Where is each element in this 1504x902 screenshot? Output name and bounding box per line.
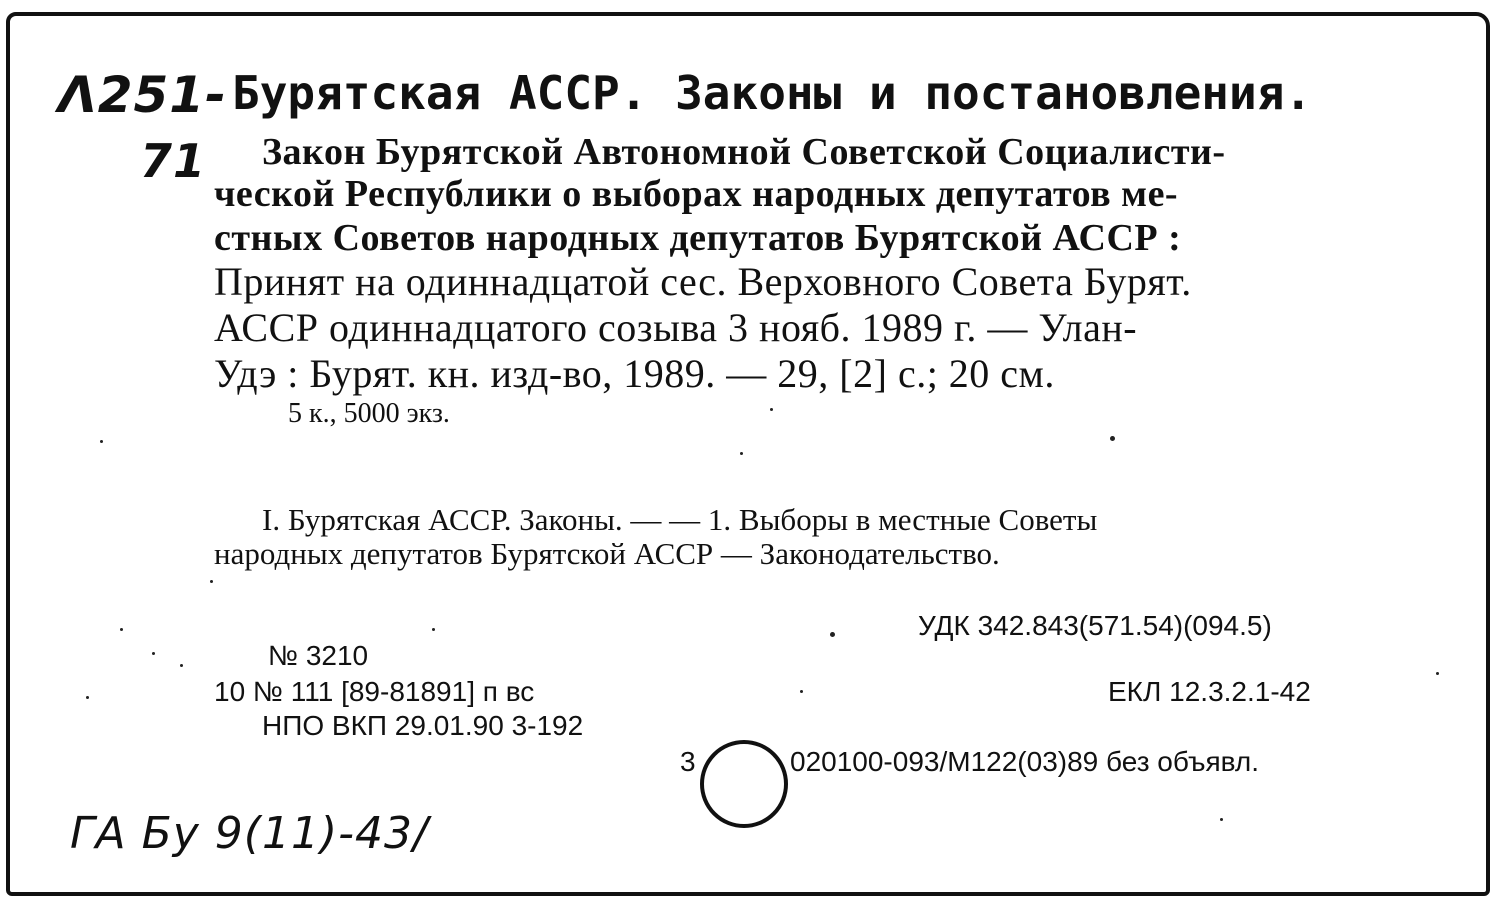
- udk-code: УДК 342.843(571.54)(094.5): [918, 610, 1272, 641]
- speck: [152, 652, 155, 655]
- price-and-print-run: 5 к., 5000 экз.: [288, 398, 450, 429]
- card-edge-gap: [1492, 246, 1504, 316]
- speck: [1220, 818, 1223, 821]
- title-line-3: стных Советов народных депутатов Бурятской АССР :: [214, 217, 1182, 259]
- imprint-line-3: Удэ : Бурят. кн. изд-во, 1989. — 29, [2] с.; 20 см.: [214, 351, 1055, 396]
- speck: [770, 408, 773, 411]
- call-number-handwritten: Λ251-: [58, 66, 227, 124]
- speck: [120, 628, 123, 631]
- speck: [100, 440, 103, 443]
- speck: [830, 632, 835, 637]
- speck: [180, 664, 183, 667]
- order-line: 10 № 111 [89-81891] п вс: [214, 676, 535, 707]
- ekl-code: ЕКЛ 12.3.2.1-42: [1108, 676, 1311, 707]
- punch-hole-circle: [700, 740, 788, 828]
- speck: [86, 696, 89, 699]
- speck: [432, 628, 435, 631]
- title-line-1: Закон Бурятской Автономной Советской Социалисти-: [262, 131, 1226, 173]
- speck: [1436, 672, 1439, 675]
- imprint-line-2: АССР одиннадцатого созыва 3 нояб. 1989 г. — Улан-: [214, 305, 1138, 350]
- speck: [210, 580, 213, 583]
- code-line: 020100-093/М122(03)89 без объявл.: [790, 746, 1259, 777]
- speck: [800, 690, 803, 693]
- imprint-line-1: Принят на одиннадцатой сес. Верховного Совета Бурят.: [214, 259, 1192, 304]
- title-line-2: ческой Республики о выборах народных депутатов ме-: [214, 173, 1179, 215]
- archive-note-handwritten: ГА Бу 9(11)-43/: [70, 808, 429, 859]
- speck: [740, 452, 743, 455]
- card-number: № 3210: [268, 640, 369, 671]
- npo-line: НПО ВКП 29.01.90 3-192: [262, 710, 584, 741]
- call-number-sub-handwritten: 71: [140, 134, 207, 188]
- heading: Бурятская АССР. Законы и постановления.: [232, 66, 1313, 120]
- speck: [1110, 436, 1115, 441]
- code-prefix: 3: [680, 746, 696, 777]
- tracing-line-1: I. Бурятская АССР. Законы. — — 1. Выборы в местные Советы: [262, 502, 1098, 537]
- tracing-line-2: народных депутатов Бурятской АССР — Законодательство.: [214, 536, 1000, 571]
